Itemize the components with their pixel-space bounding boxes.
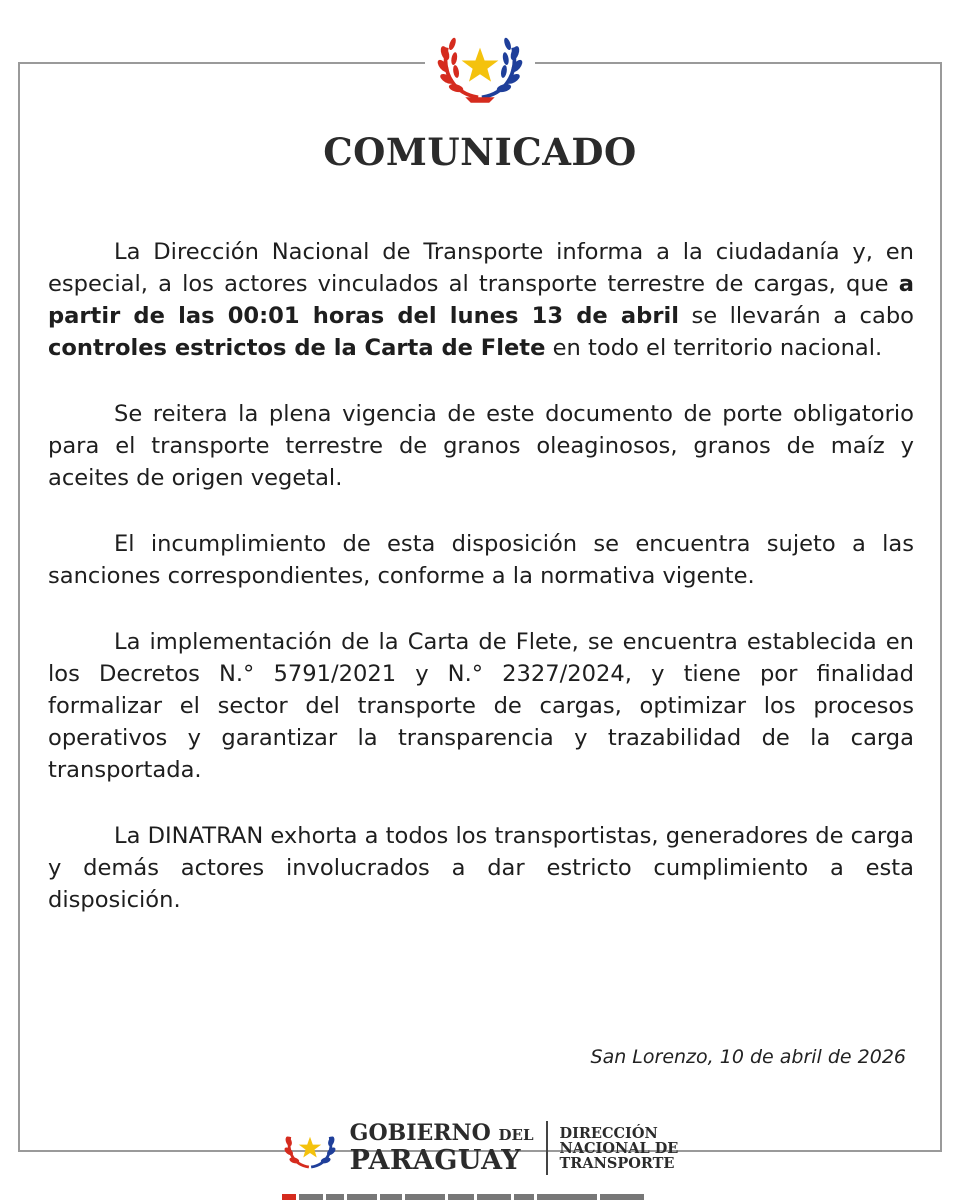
gov-line1: GOBIERNO: [349, 1120, 491, 1146]
gov-line1-small: DEL: [498, 1126, 534, 1144]
body-paragraph: [48, 528, 914, 592]
body-paragraph: [48, 626, 914, 786]
text-segment: La DINATRAN exhorta a todos los transportistas, generadores de carga y demás actores involucrados a dar estricto cumplimiento a esta disposición.: [48, 823, 914, 913]
bold-text-segment: a partir de las 00:01 horas del lunes 13 de abril: [48, 271, 914, 329]
body-paragraph: [48, 236, 914, 364]
text-segment: La implementación de la Carta de Flete, se encuentra establecida en los Decretos N.° 5791/2021 y N.° 2327/2024, y tiene por finalidad formalizar el sector del transporte de cargas, optimizar los procesos operativos y garantizar la transparencia y trazabilidad de la carga transportada.: [48, 629, 914, 783]
cropped-footer-strip: [282, 1194, 682, 1200]
national-seal: [425, 22, 535, 110]
footer-logos: [0, 1116, 960, 1180]
footer-divider: [546, 1121, 548, 1175]
date-line: San Lorenzo, 10 de abril de 2026: [590, 1046, 906, 1068]
text-segment: en todo el territorio nacional.: [545, 335, 883, 361]
body-paragraph: [48, 820, 914, 916]
document-title: COMUNICADO: [323, 130, 637, 174]
dinatran-line: NACIONAL DE: [559, 1139, 679, 1157]
dinatran-line: TRANSPORTE: [559, 1154, 675, 1172]
dinatran-logo: [560, 1126, 679, 1171]
paraguay-seal-icon: [434, 27, 526, 105]
bold-text-segment: controles estrictos de la Carta de Flete: [48, 335, 546, 361]
text-segment: se llevarán a cabo: [678, 303, 914, 329]
text-segment: Se reitera la plena vigencia de este documento de porte obligatorio para el transporte terrestre de granos oleaginosos, granos de maíz y aceites de origen vegetal.: [48, 401, 914, 491]
dinatran-line: DIRECCIÓN: [559, 1124, 658, 1142]
text-segment: La Dirección Nacional de Transporte informa a la ciudadanía y, en especial, a los actores vinculados al transporte terrestre de cargas, que: [48, 239, 914, 297]
gobierno-paraguay-logo: [350, 1122, 534, 1174]
document-body: [48, 236, 914, 950]
text-segment: El incumplimiento de esta disposición se encuentra sujeto a las sanciones correspondientes, conforme a la normativa vigente.: [48, 531, 914, 589]
gov-line2: PARAGUAY: [349, 1145, 521, 1176]
body-paragraph: [48, 398, 914, 494]
paraguay-seal-icon: [282, 1124, 338, 1172]
